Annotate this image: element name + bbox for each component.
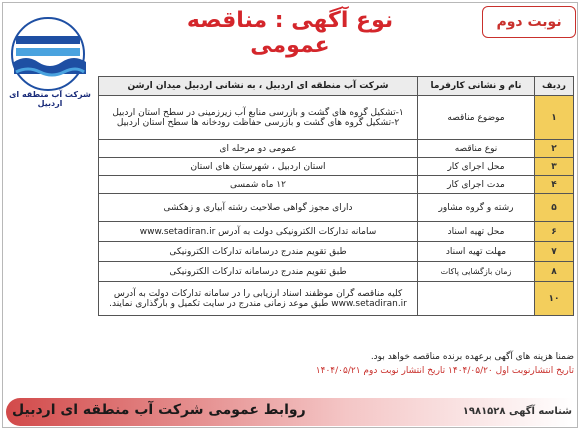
table-row bbox=[99, 96, 574, 140]
ad-title: نوع آگهی : مناقصه عمومی bbox=[186, 8, 394, 58]
header-row-no: ردیف bbox=[535, 77, 574, 96]
row-label: محل تهیه اسناد bbox=[418, 222, 535, 242]
row-value: طبق تقویم مندرج درسامانه تدارکات الکترونیکی bbox=[99, 242, 418, 262]
row-value: ۱۲ ماه شمسی bbox=[99, 176, 418, 194]
table-row bbox=[99, 222, 574, 242]
row-label: زمان بازگشایی پاکات bbox=[418, 262, 535, 282]
row-label bbox=[418, 282, 535, 316]
row-label: رشته و گروه مشاور bbox=[418, 194, 535, 222]
publication-dates: تاریخ انتشارنوبت اول ۱۴۰۴/۰۵/۲۰ تاریخ انتشار نوبت دوم ۱۴۰۴/۰۵/۲۱ bbox=[315, 366, 574, 376]
table-row bbox=[99, 194, 574, 222]
header-employer: نام و نشانی کارفرما bbox=[418, 77, 535, 96]
row-label: مدت اجرای کار bbox=[418, 176, 535, 194]
table-row bbox=[99, 176, 574, 194]
row-label: مهلت تهیه اسناد bbox=[418, 242, 535, 262]
row-value: استان اردبیل ، شهرستان های استان bbox=[99, 158, 418, 176]
row-number: ۵ bbox=[535, 194, 574, 222]
row-number: ۳ bbox=[535, 158, 574, 176]
public-relations-label: روابط عمومی شرکت آب منطقه ای اردبیل bbox=[12, 402, 306, 418]
tender-table bbox=[98, 76, 574, 316]
row-number: ۸ bbox=[535, 262, 574, 282]
row-value: طبق تقویم مندرج درسامانه تدارکات الکترونیکی bbox=[99, 262, 418, 282]
company-logo-icon bbox=[6, 14, 90, 98]
row-value: عمومی دو مرحله ای bbox=[99, 140, 418, 158]
row-number: ۲ bbox=[535, 140, 574, 158]
row-label: محل اجرای کار bbox=[418, 158, 535, 176]
row-number: ۷ bbox=[535, 242, 574, 262]
row-label: موضوع مناقصه bbox=[418, 96, 535, 140]
row-number: ۴ bbox=[535, 176, 574, 194]
row-value: کلیه مناقصه گران موظفند اسناد ارزیابی را در سامانه تدارکات دولت به آدرس www.setadiran.ir طبق موعد زمانی مندرج در سایت تکمیل و بارگذاری نمایند. bbox=[99, 282, 418, 316]
row-number: ۶ bbox=[535, 222, 574, 242]
row-number: ۱۰ bbox=[535, 282, 574, 316]
cost-note: ضمنا هزینه های آگهی برعهده برنده مناقصه خواهد بود. bbox=[370, 352, 574, 362]
round-tag: نوبت دوم bbox=[482, 6, 576, 38]
row-number: ۱ bbox=[535, 96, 574, 140]
ad-identifier: شناسه آگهی ۱۹۸۱۵۲۸ bbox=[462, 406, 572, 417]
logo-caption: شرکت آب منطقه ای اردبیل bbox=[9, 90, 91, 108]
row-label: نوع مناقصه bbox=[418, 140, 535, 158]
row-value: سامانه تدارکات الکترونیکی دولت به آدرس www.setadiran.ir bbox=[99, 222, 418, 242]
row-value: ۱-تشکیل گروه های گشت و بازرسی منابع آب زیرزمینی در سطح استان اردبیل ۲-تشکیل گروه های گشت و بازرسی حفاظت رودخانه ها سطح استان اردبیل bbox=[99, 96, 418, 140]
table-row bbox=[99, 242, 574, 262]
table-row bbox=[99, 262, 574, 282]
table-row bbox=[99, 282, 574, 316]
header-details: شرکت آب منطقه ای اردبیل ، به نشانی اردبیل میدان ارشن bbox=[99, 77, 418, 96]
row-value: دارای مجوز گواهی صلاحیت رشته آبیاری و زهکشی bbox=[99, 194, 418, 222]
footer-notes bbox=[100, 350, 574, 378]
table-row bbox=[99, 140, 574, 158]
table-header-row bbox=[99, 77, 574, 96]
table-row bbox=[99, 158, 574, 176]
